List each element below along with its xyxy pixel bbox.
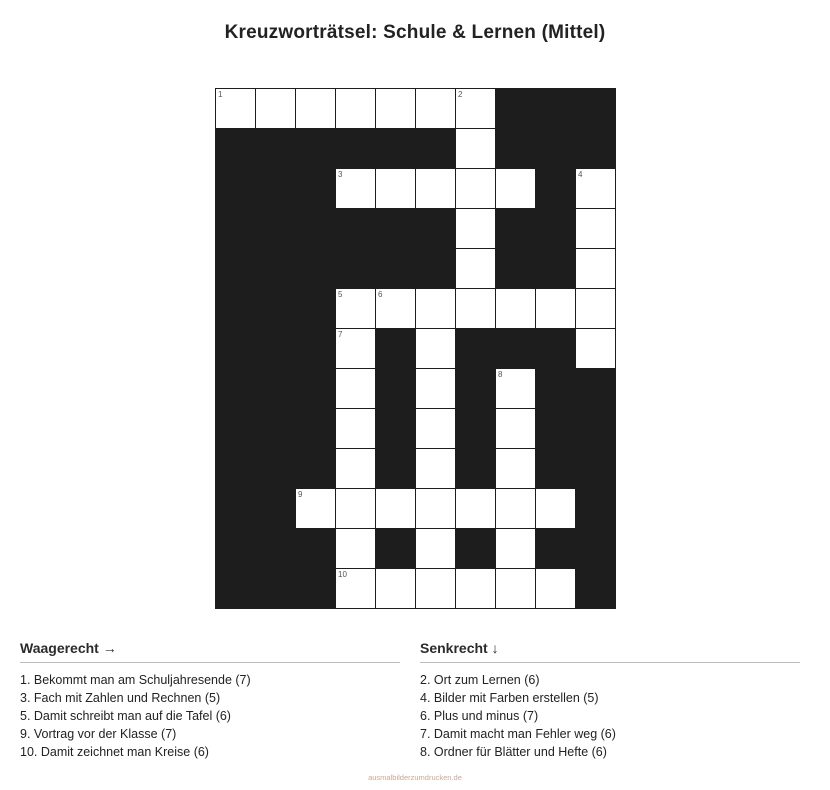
- crossword-block: [256, 249, 296, 289]
- crossword-block: [216, 169, 256, 209]
- crossword-cell[interactable]: [376, 489, 416, 529]
- crossword-cell[interactable]: [416, 369, 456, 409]
- crossword-cell[interactable]: [336, 529, 376, 569]
- crossword-block: [536, 129, 576, 169]
- crossword-block: [256, 209, 296, 249]
- crossword-block: [456, 529, 496, 569]
- crossword-cell[interactable]: [336, 369, 376, 409]
- crossword-block: [576, 529, 616, 569]
- crossword-cell[interactable]: [416, 89, 456, 129]
- clue-item: 4. Bilder mit Farben erstellen (5): [420, 691, 599, 705]
- crossword-cell[interactable]: [416, 169, 456, 209]
- crossword-cell[interactable]: [416, 329, 456, 369]
- clue-item: 3. Fach mit Zahlen und Rechnen (5): [20, 691, 221, 705]
- crossword-cell[interactable]: [336, 409, 376, 449]
- clue-item: 9. Vortrag vor der Klasse (7): [20, 727, 177, 741]
- crossword-block: [296, 129, 336, 169]
- crossword-row: [216, 329, 616, 369]
- crossword-block: [216, 209, 256, 249]
- crossword-block: [256, 169, 296, 209]
- crossword-block: [536, 449, 576, 489]
- crossword-block: [376, 449, 416, 489]
- cell-number: 2: [458, 90, 463, 99]
- crossword-cell[interactable]: [496, 369, 536, 409]
- cell-number: 10: [338, 570, 347, 579]
- crossword-block: [256, 409, 296, 449]
- crossword-cell[interactable]: [576, 249, 616, 289]
- crossword-cell[interactable]: [576, 329, 616, 369]
- crossword-block: [576, 449, 616, 489]
- crossword-block: [336, 249, 376, 289]
- crossword-block: [296, 169, 336, 209]
- crossword-block: [576, 129, 616, 169]
- crossword-block: [216, 569, 256, 609]
- crossword-cell[interactable]: [456, 129, 496, 169]
- crossword-block: [216, 129, 256, 169]
- crossword-cell[interactable]: [376, 569, 416, 609]
- crossword-block: [576, 369, 616, 409]
- crossword-block: [256, 289, 296, 329]
- crossword-block: [376, 409, 416, 449]
- crossword-block: [536, 409, 576, 449]
- crossword-cell[interactable]: [496, 409, 536, 449]
- crossword-block: [336, 129, 376, 169]
- crossword-block: [496, 129, 536, 169]
- cell-number: 4: [578, 170, 583, 179]
- crossword-block: [216, 369, 256, 409]
- crossword-block: [536, 169, 576, 209]
- crossword-row: [216, 409, 616, 449]
- crossword-block: [216, 249, 256, 289]
- clue-item: 7. Damit macht man Fehler weg (6): [420, 727, 616, 741]
- crossword-cell[interactable]: [456, 169, 496, 209]
- crossword-block: [216, 409, 256, 449]
- crossword-cell[interactable]: [416, 449, 456, 489]
- crossword-row: [216, 89, 616, 129]
- cell-number: 5: [338, 290, 343, 299]
- crossword-cell[interactable]: [336, 169, 376, 209]
- crossword-cell[interactable]: [456, 89, 496, 129]
- clues-across-list: [20, 671, 400, 761]
- crossword-block: [256, 129, 296, 169]
- cell-number: 6: [378, 290, 383, 299]
- crossword-cell[interactable]: [336, 489, 376, 529]
- crossword-block: [576, 409, 616, 449]
- crossword-block: [296, 449, 336, 489]
- crossword-cell[interactable]: [416, 409, 456, 449]
- clue-item: 5. Damit schreibt man auf die Tafel (6): [20, 709, 231, 723]
- clue-item: 2. Ort zum Lernen (6): [420, 673, 540, 687]
- crossword-body: [216, 89, 616, 609]
- crossword-cell[interactable]: [576, 169, 616, 209]
- crossword-cell[interactable]: [456, 289, 496, 329]
- clue-item: 1. Bekommt man am Schuljahresende (7): [20, 673, 251, 687]
- crossword-block: [496, 249, 536, 289]
- crossword-cell[interactable]: [376, 289, 416, 329]
- crossword-block: [576, 569, 616, 609]
- crossword-block: [256, 449, 296, 489]
- crossword-cell[interactable]: [336, 289, 376, 329]
- crossword-block: [456, 329, 496, 369]
- crossword-grid: [215, 88, 616, 609]
- crossword-block: [536, 249, 576, 289]
- crossword-cell[interactable]: [336, 89, 376, 129]
- crossword-cell[interactable]: [576, 209, 616, 249]
- crossword-block: [376, 529, 416, 569]
- crossword-block: [296, 289, 336, 329]
- cell-number: 8: [498, 370, 503, 379]
- cell-number: 7: [338, 330, 343, 339]
- crossword-cell[interactable]: [416, 489, 456, 529]
- crossword-block: [336, 209, 376, 249]
- crossword-block: [216, 489, 256, 529]
- crossword-block: [496, 89, 536, 129]
- crossword-cell[interactable]: [496, 449, 536, 489]
- crossword-cell[interactable]: [416, 289, 456, 329]
- crossword-block: [296, 409, 336, 449]
- crossword-cell[interactable]: [536, 569, 576, 609]
- crossword-block: [456, 449, 496, 489]
- crossword-cell[interactable]: [256, 89, 296, 129]
- clue-item: 8. Ordner für Blätter und Hefte (6): [420, 745, 607, 759]
- crossword-row: [216, 249, 616, 289]
- crossword-cell[interactable]: [336, 449, 376, 489]
- crossword-row: [216, 449, 616, 489]
- crossword-cell[interactable]: [456, 489, 496, 529]
- crossword-block: [496, 209, 536, 249]
- crossword-row: [216, 129, 616, 169]
- cell-number: 3: [338, 170, 343, 179]
- crossword-block: [536, 329, 576, 369]
- crossword-block: [416, 209, 456, 249]
- crossword-block: [256, 569, 296, 609]
- crossword-cell[interactable]: [336, 569, 376, 609]
- crossword-block: [256, 369, 296, 409]
- crossword-cell[interactable]: [496, 289, 536, 329]
- clues-down-list: [420, 671, 800, 761]
- crossword-block: [216, 329, 256, 369]
- crossword-block: [376, 129, 416, 169]
- crossword-block: [576, 89, 616, 129]
- crossword-cell[interactable]: [416, 569, 456, 609]
- crossword-cell[interactable]: [496, 569, 536, 609]
- crossword-cell[interactable]: [456, 209, 496, 249]
- crossword-block: [456, 409, 496, 449]
- cell-number: 1: [218, 90, 223, 99]
- crossword-row: [216, 489, 616, 529]
- crossword-cell[interactable]: [456, 249, 496, 289]
- crossword-cell[interactable]: [296, 89, 336, 129]
- crossword-block: [296, 369, 336, 409]
- crossword-block: [216, 529, 256, 569]
- crossword-block: [296, 249, 336, 289]
- crossword-block: [216, 289, 256, 329]
- crossword-block: [456, 369, 496, 409]
- crossword-block: [536, 89, 576, 129]
- crossword-cell[interactable]: [536, 289, 576, 329]
- crossword-block: [536, 209, 576, 249]
- crossword-row: [216, 289, 616, 329]
- footer-watermark: ausmalbilderzumdrucken.de: [368, 773, 462, 782]
- crossword-cell[interactable]: [296, 489, 336, 529]
- crossword-block: [376, 209, 416, 249]
- clues-down-heading: Senkrecht ↓: [420, 640, 800, 663]
- crossword-row: [216, 209, 616, 249]
- crossword-block: [376, 329, 416, 369]
- clues-section: [20, 640, 810, 761]
- crossword-block: [376, 369, 416, 409]
- crossword-row: [216, 369, 616, 409]
- crossword-block: [296, 569, 336, 609]
- crossword-block: [256, 489, 296, 529]
- clues-across-heading: Waagerecht →: [20, 640, 400, 663]
- crossword-cell[interactable]: [376, 89, 416, 129]
- crossword-block: [536, 369, 576, 409]
- crossword-cell[interactable]: [456, 569, 496, 609]
- crossword-cell[interactable]: [576, 289, 616, 329]
- crossword-table: [215, 88, 616, 609]
- crossword-block: [416, 249, 456, 289]
- crossword-block: [376, 249, 416, 289]
- crossword-cell[interactable]: [496, 529, 536, 569]
- crossword-cell[interactable]: [496, 169, 536, 209]
- crossword-block: [416, 129, 456, 169]
- crossword-block: [296, 329, 336, 369]
- crossword-cell[interactable]: [536, 489, 576, 529]
- crossword-row: [216, 569, 616, 609]
- crossword-block: [296, 529, 336, 569]
- page-title: Kreuzworträtsel: Schule & Lernen (Mittel): [224, 22, 606, 43]
- crossword-cell[interactable]: [376, 169, 416, 209]
- crossword-cell[interactable]: [496, 489, 536, 529]
- crossword-cell[interactable]: [216, 89, 256, 129]
- crossword-cell[interactable]: [336, 329, 376, 369]
- clue-item: 10. Damit zeichnet man Kreise (6): [20, 745, 209, 759]
- crossword-block: [256, 329, 296, 369]
- crossword-block: [576, 489, 616, 529]
- clues-down: [420, 640, 800, 761]
- crossword-block: [256, 529, 296, 569]
- crossword-row: [216, 529, 616, 569]
- clues-across: [20, 640, 400, 761]
- crossword-block: [216, 449, 256, 489]
- crossword-block: [536, 529, 576, 569]
- crossword-block: [296, 209, 336, 249]
- crossword-block: [496, 329, 536, 369]
- crossword-cell[interactable]: [416, 529, 456, 569]
- cell-number: 9: [298, 490, 303, 499]
- clue-item: 6. Plus und minus (7): [420, 709, 539, 723]
- crossword-row: [216, 169, 616, 209]
